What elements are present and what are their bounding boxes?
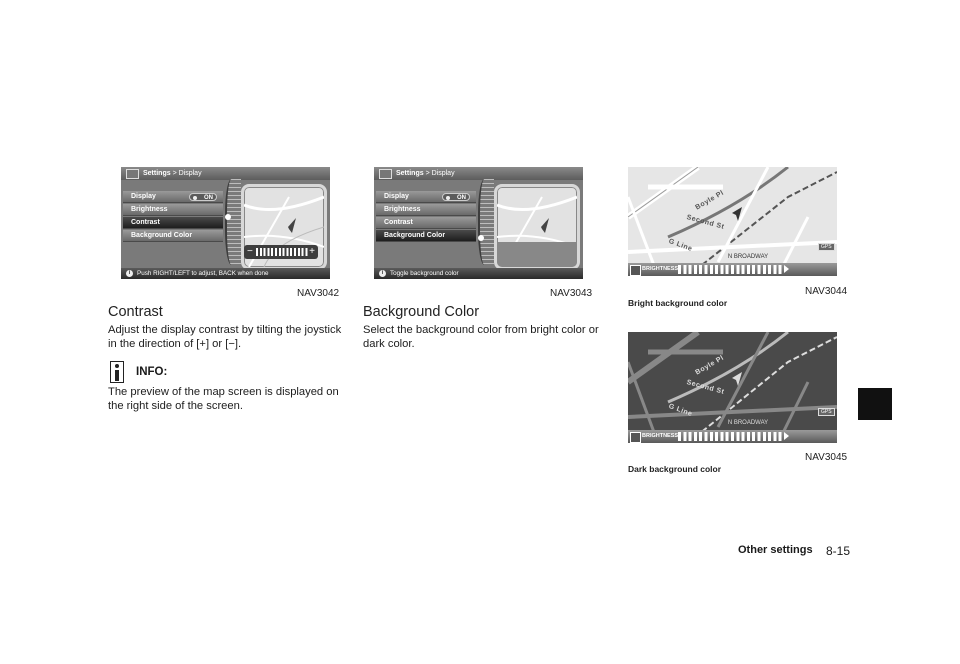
plus-icon: + <box>309 246 315 257</box>
bright-map-screenshot <box>628 167 837 276</box>
settings-title-bar <box>121 167 330 180</box>
map-preview <box>494 184 580 270</box>
brightness-bar[interactable] <box>628 430 837 443</box>
street-label: Boyle Pl <box>694 189 726 212</box>
figure-caption: NAV3043 <box>550 288 593 299</box>
figure-caption: NAV3042 <box>297 288 340 299</box>
menu-item-display[interactable]: Display ON <box>123 191 223 203</box>
settings-title-bar <box>374 167 583 180</box>
slider-ticks <box>256 248 308 256</box>
brightness-ticks <box>678 432 782 441</box>
contrast-description: Adjust the display contrast by tilting the joystick in the direction of [+] or [−]. <box>108 324 342 350</box>
section-heading-contrast: Contrast <box>108 304 163 320</box>
moon-icon <box>630 432 641 443</box>
settings-icon <box>379 169 392 179</box>
brightness-label: BRIGHTNESS <box>642 266 679 272</box>
minus-icon: − <box>247 246 253 257</box>
display-toggle[interactable]: ON <box>442 193 470 201</box>
info-icon: i <box>379 270 386 277</box>
section-heading-background-color: Background Color <box>363 304 480 320</box>
map-preview <box>241 184 327 270</box>
contrast-slider[interactable] <box>244 245 318 259</box>
brightness-ticks <box>678 265 782 274</box>
arrow-right-icon[interactable] <box>784 265 789 273</box>
gps-indicator: GPS <box>818 243 835 251</box>
settings-title: Settings <box>396 170 424 177</box>
current-street: N BROADWAY <box>727 420 769 426</box>
menu-item-display[interactable]: Display ON <box>376 191 476 203</box>
settings-icon <box>126 169 139 179</box>
scroll-arc <box>225 179 241 265</box>
info-icon <box>110 361 124 383</box>
footer-section-title: Other settings <box>738 544 813 556</box>
selection-dot <box>225 214 231 220</box>
street-label: Boyle Pl <box>694 354 726 377</box>
figure-label: Dark background color <box>628 464 722 474</box>
current-street: N BROADWAY <box>727 254 769 260</box>
gps-indicator: GPS <box>818 408 835 416</box>
street-label: Second St <box>685 214 725 231</box>
dark-map-roads <box>628 332 837 443</box>
breadcrumb: > Display <box>172 170 202 177</box>
info-description: The preview of the map screen is displayed on the right side of the screen. <box>108 386 339 412</box>
menu-item-contrast[interactable]: Contrast <box>123 217 223 229</box>
figure-caption: NAV3044 <box>805 286 848 297</box>
menu-item-brightness[interactable]: Brightness <box>123 204 223 216</box>
menu-item-contrast[interactable]: Contrast <box>376 217 476 229</box>
vehicle-arrow-icon <box>541 218 549 233</box>
sun-icon <box>630 265 641 276</box>
info-bar: i Toggle background color <box>374 268 583 279</box>
dark-map-screenshot <box>628 332 837 443</box>
street-label: G Line <box>667 402 694 419</box>
selection-dot <box>478 235 484 241</box>
scroll-arc <box>478 179 494 265</box>
menu-item-background-color[interactable]: Background Color <box>123 230 223 242</box>
figure-caption: NAV3045 <box>805 452 848 463</box>
menu-item-brightness[interactable]: Brightness <box>376 204 476 216</box>
info-bar: i Push RIGHT/LEFT to adjust, BACK when done <box>121 268 330 279</box>
background-color-description: Select the background color from bright color or dark color. <box>363 324 599 350</box>
info-icon: i <box>126 270 133 277</box>
page-number: 8-15 <box>826 544 851 558</box>
street-label: G Line <box>667 237 694 254</box>
figure-label: Bright background color <box>628 298 728 308</box>
info-label: INFO: <box>136 366 168 378</box>
display-toggle[interactable]: ON <box>189 193 217 201</box>
street-label: Second St <box>685 379 725 396</box>
brightness-label: BRIGHTNESS <box>642 433 679 439</box>
brightness-bar[interactable] <box>628 263 837 276</box>
menu-item-background-color[interactable]: Background Color <box>376 230 476 242</box>
settings-title: Settings <box>143 170 171 177</box>
vehicle-arrow-icon <box>288 218 296 233</box>
chapter-tab <box>858 388 892 420</box>
contrast-screenshot <box>121 167 330 279</box>
map-preview-roads <box>497 187 577 267</box>
background-color-screenshot <box>374 167 583 279</box>
breadcrumb: > Display <box>425 170 455 177</box>
arrow-right-icon[interactable] <box>784 432 789 440</box>
